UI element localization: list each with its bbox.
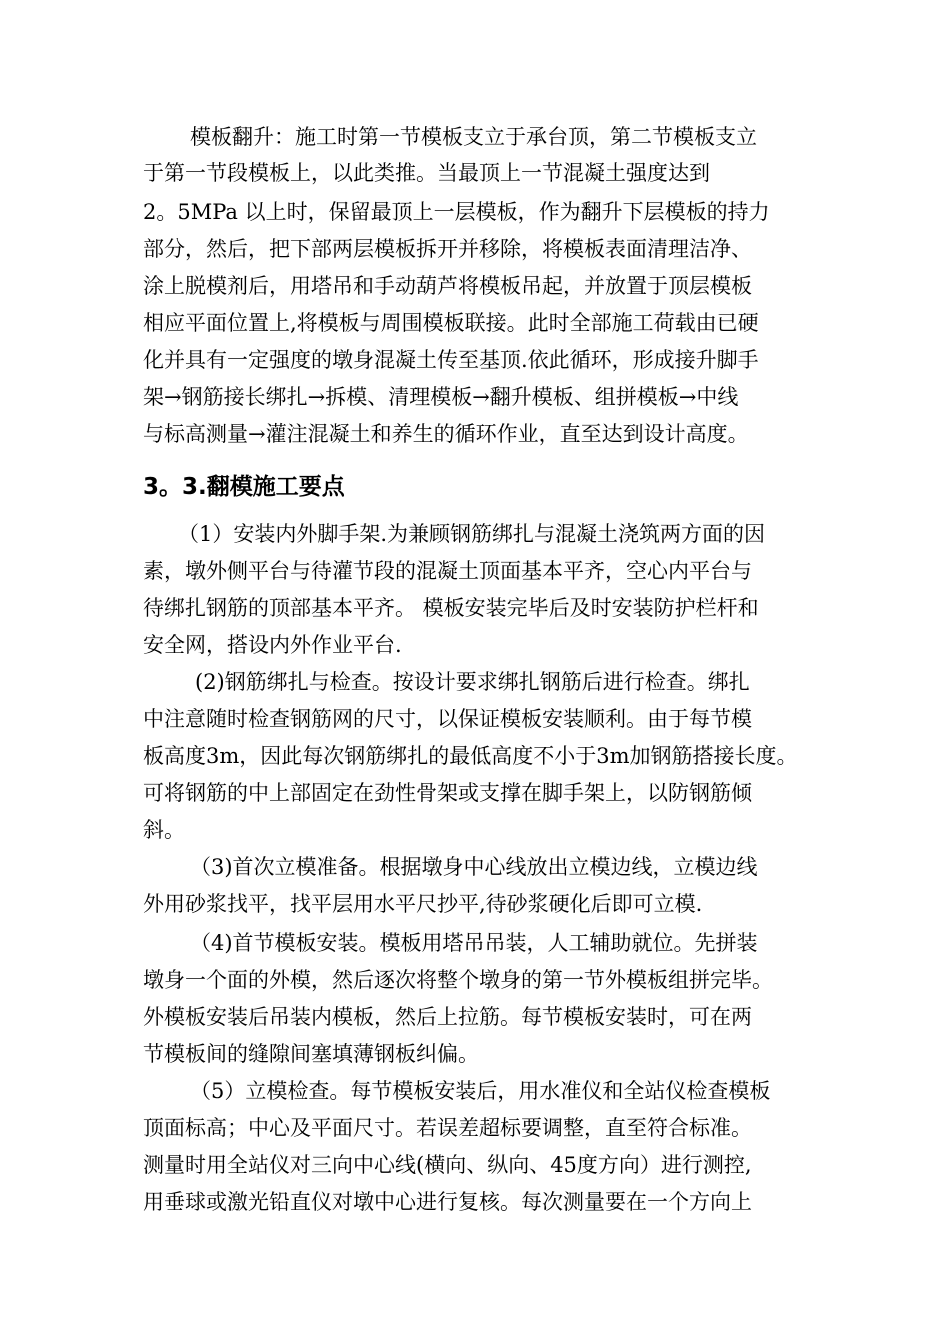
- text-line: 外模板安装后吊装内模板，然后上拉筋。每节模板安装时，可在两: [143, 1005, 752, 1029]
- text-line: 中注意随时检查钢筋网的尺寸，以保证模板安装顺利。由于每节模: [143, 707, 752, 731]
- text-line: 与标高测量→灌注混凝土和养生的循环作业，直至达到设计高度。: [143, 422, 749, 446]
- text-line: 安全网，搭设内外作业平台.: [143, 633, 402, 657]
- text-line: 部分，然后，把下部两层模板拆开并移除，将模板表面清理洁净、: [143, 237, 752, 261]
- text-line: 墩身一个面的外模，然后逐次将整个墩身的第一节外模板组拼完毕。: [143, 968, 773, 992]
- text-line: （3)首次立模准备。根据墩身中心线放出立模边线，立模边线: [190, 855, 758, 879]
- text-line: （4)首节模板安装。模板用塔吊吊装，人工辅助就位。先拼装: [190, 931, 758, 955]
- text-line: (2)钢筋绑扎与检查。按设计要求绑扎钢筋后进行检查。绑扎: [195, 670, 750, 694]
- text-line: 涂上脱模剂后，用塔吊和手动葫芦将模板吊起，并放置于顶层模板: [143, 274, 752, 298]
- text-line: 待绑扎钢筋的顶部基本平齐。 模板安装完毕后及时安装防护栏杆和: [143, 596, 759, 620]
- text-line: 模板翻升：施工时第一节模板支立于承台顶，第二节模板支立: [190, 125, 757, 149]
- text-line: 2。5MPa 以上时，保留最顶上一层模板，作为翻升下层模板的持力: [143, 200, 770, 224]
- text-line: 用垂球或激光铅直仪对墩中心进行复核。每次测量要在一个方向上: [143, 1190, 752, 1214]
- text-line: 架→钢筋接长绑扎→拆模、清理模板→翻升模板、组拼模板→中线: [143, 385, 739, 409]
- text-line: （1）安装内外脚手架.为兼顾钢筋绑扎与混凝土浇筑两方面的因: [178, 522, 766, 546]
- text-line: 板高度3m，因此每次钢筋绑扎的最低高度不小于3m加钢筋搭接长度。: [143, 744, 798, 768]
- text-line: 顶面标高；中心及平面尺寸。若误差超标要调整，直至符合标准。: [143, 1116, 752, 1140]
- section-heading: 3。3.翻模施工要点: [143, 474, 345, 500]
- text-line: 素，墩外侧平台与待灌节段的混凝土顶面基本平齐，空心内平台与: [143, 559, 752, 583]
- text-line: （5）立模检查。每节模板安装后，用水准仪和全站仪检查模板: [190, 1079, 771, 1103]
- text-line: 可将钢筋的中上部固定在劲性骨架或支撑在脚手架上，以防钢筋倾: [143, 781, 752, 805]
- text-line: 于第一节段模板上，以此类推。当最顶上一节混凝土强度达到: [143, 161, 710, 185]
- text-line: 节模板间的缝隙间塞填薄钢板纠偏。: [143, 1042, 479, 1066]
- text-line: 测量时用全站仪对三向中心线(横向、纵向、45度方向）进行测控,: [143, 1153, 752, 1177]
- text-line: 化并具有一定强度的墩身混凝土传至基顶.依此循环，形成接升脚手: [143, 348, 759, 372]
- text-line: 外用砂浆找平，找平层用水平尺抄平,待砂浆硬化后即可立模.: [143, 892, 703, 916]
- text-line: 相应平面位置上,将模板与周围模板联接。此时全部施工荷载由已硬: [143, 311, 759, 335]
- text-line: 斜。: [143, 818, 185, 842]
